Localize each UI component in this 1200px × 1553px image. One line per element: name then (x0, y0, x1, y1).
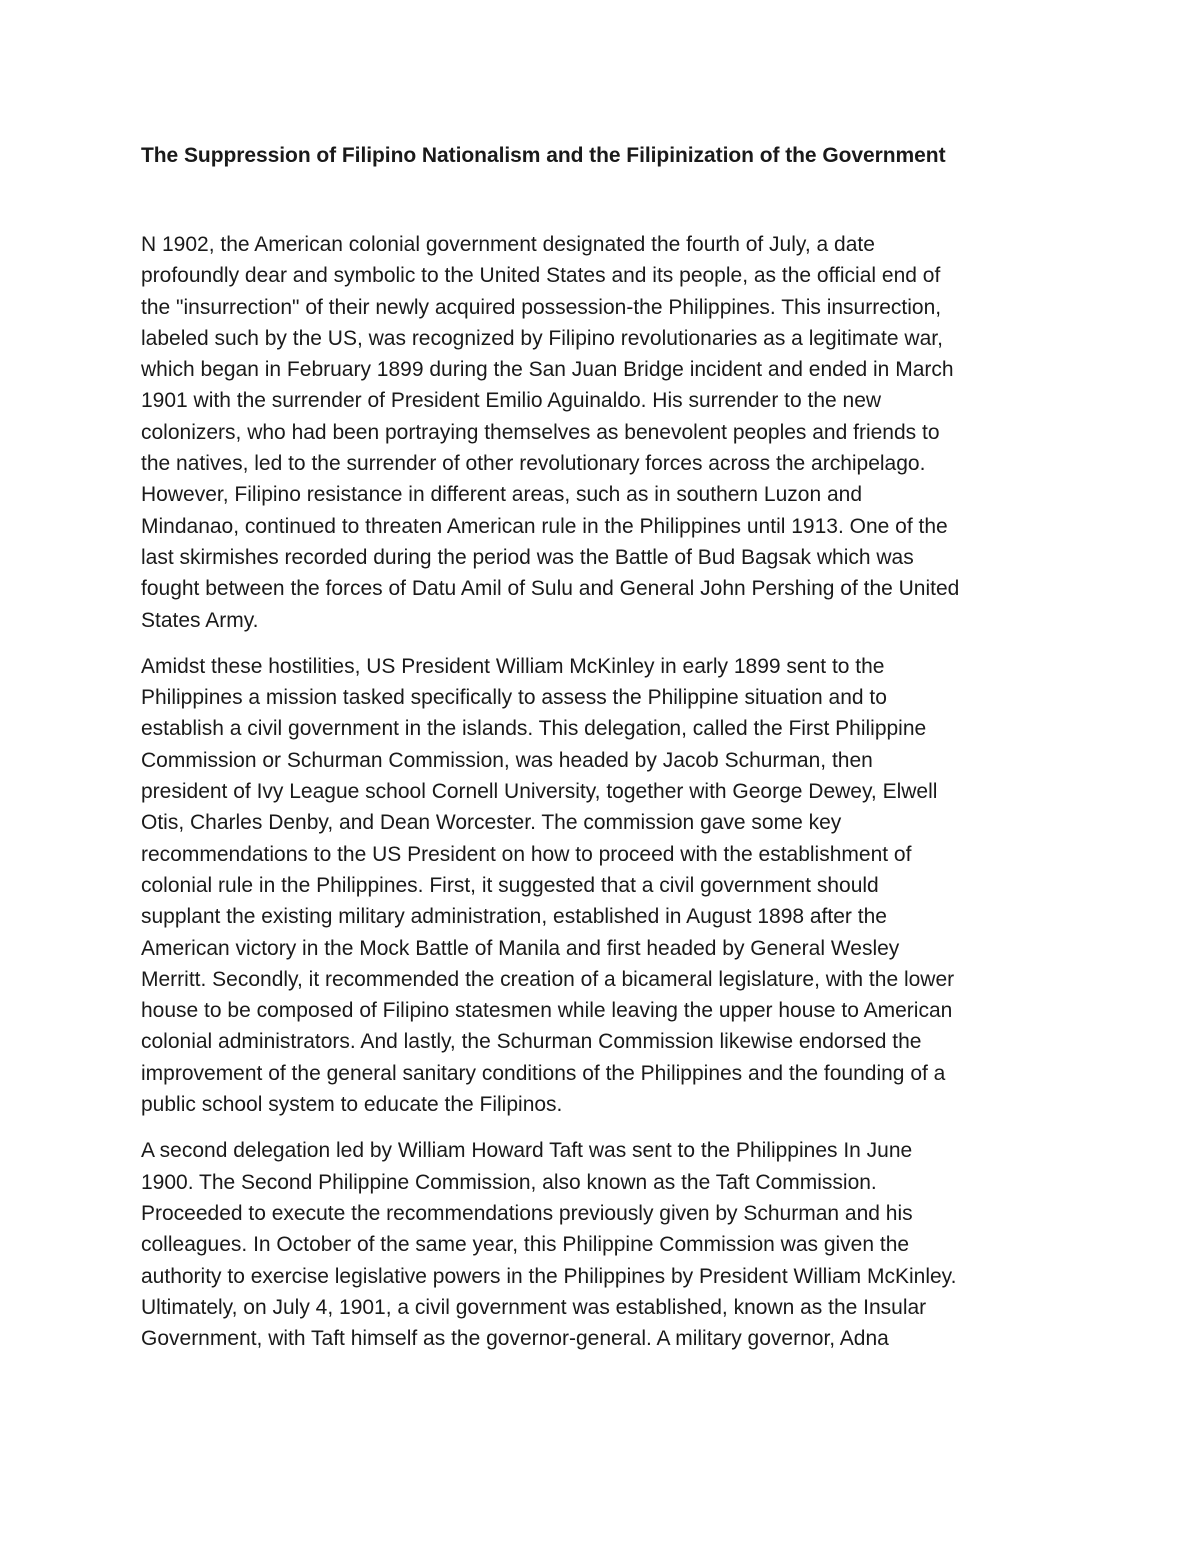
text-line: However, Filipino resistance in different areas, such as in southern Luzon and (141, 483, 863, 507)
text-line: Commission or Schurman Commission, was headed by Jacob Schurman, then (141, 748, 873, 772)
text-line: which began in February 1899 during the San Juan Bridge incident and ended in March (141, 358, 954, 382)
text-line: Mindanao, continued to threaten American rule in the Philippines until 1913. One of the (141, 514, 948, 538)
document-body (141, 140, 1066, 1369)
text-line: colonial administrators. And lastly, the Schurman Commission likewise endorsed the (141, 1030, 922, 1054)
text-line: colonizers, who had been portraying themselves as benevolent peoples and friends to (141, 420, 940, 444)
document-title: The Suppression of Filipino Nationalism and the Filipinization of the Government (141, 144, 946, 167)
text-line: 1900. The Second Philippine Commission, also known as the Taft Commission. (141, 1170, 877, 1194)
text-line: Amidst these hostilities, US President William McKinley in early 1899 sent to the (141, 654, 885, 678)
text-line: fought between the forces of Datu Amil of Sulu and General John Pershing of the United (141, 577, 960, 601)
text-line: house to be composed of Filipino statesmen while leaving the upper house to American (141, 999, 953, 1023)
text-line: improvement of the general sanitary conditions of the Philippines and the founding of a (141, 1061, 946, 1085)
text-line: public school system to educate the Filipinos. (141, 1093, 563, 1117)
text-line: Government, with Taft himself as the governor-general. A military governor, Adna (141, 1327, 889, 1351)
text-line: the "insurrection" of their newly acquired possession-the Philippines. This insurrection, (141, 295, 942, 319)
text-line: colleagues. In October of the same year, this Philippine Commission was given the (141, 1233, 910, 1257)
text-line: Otis, Charles Denby, and Dean Worcester. The commission gave some key (141, 811, 842, 835)
text-line: supplant the existing military administration, established in August 1898 after the (141, 905, 887, 929)
text-line: American victory in the Mock Battle of Manila and first headed by General Wesley (141, 936, 900, 960)
text-line: Proceeded to execute the recommendations previously given by Schurman and his (141, 1201, 913, 1225)
text-line: N 1902, the American colonial government designated the fourth of July, a date (141, 233, 875, 256)
text-line: recommendations to the US President on how to proceed with the establishment of (141, 842, 912, 866)
text-line: profoundly dear and symbolic to the United States and its people, as the official end of (141, 264, 941, 288)
text-line: authority to exercise legislative powers in the Philippines by President William McKinley. (141, 1264, 957, 1288)
text-line: States Army. (141, 608, 259, 632)
text-line: colonial rule in the Philippines. First, it suggested that a civil government should (141, 873, 879, 897)
text-line: president of Ivy League school Cornell University, together with George Dewey, Elwell (141, 780, 938, 804)
paragraph-2 (141, 651, 1066, 1120)
text-line: last skirmishes recorded during the period was the Battle of Bud Bagsak which was (141, 545, 914, 569)
text-line: establish a civil government in the islands. This delegation, called the First Philippine (141, 717, 927, 741)
text-line: the natives, led to the surrender of other revolutionary forces across the archipelago. (141, 452, 926, 476)
text-line: Philippines a mission tasked specifically to assess the Philippine situation and to (141, 686, 887, 710)
text-line: A second delegation led by William Howard Taft was sent to the Philippines In June (141, 1139, 913, 1163)
paragraph-3 (141, 1135, 1066, 1354)
paragraph-1 (141, 229, 1066, 636)
text-line: Ultimately, on July 4, 1901, a civil government was established, known as the Insular (141, 1295, 927, 1319)
text-line: 1901 with the surrender of President Emilio Aguinaldo. His surrender to the new (141, 389, 882, 413)
text-line: Merritt. Secondly, it recommended the creation of a bicameral legislature, with the lower (141, 967, 955, 991)
text-line: labeled such by the US, was recognized by Filipino revolutionaries as a legitimate war, (141, 326, 943, 350)
